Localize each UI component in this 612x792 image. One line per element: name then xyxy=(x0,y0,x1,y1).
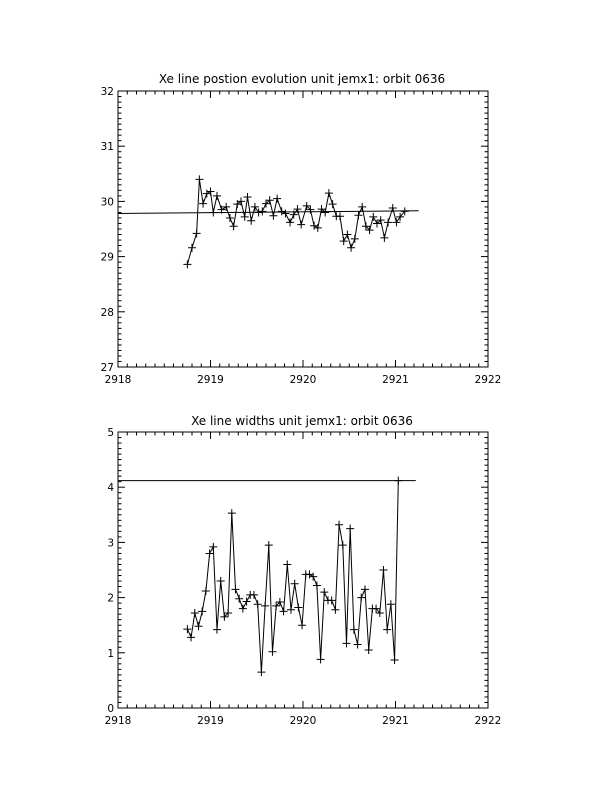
data-point xyxy=(254,600,262,608)
chart-title: Xe line postion evolution unit jemx1: orbit 0636 xyxy=(158,72,446,86)
data-point xyxy=(226,214,234,222)
data-point xyxy=(391,656,399,664)
data-point xyxy=(361,585,369,593)
data-point xyxy=(392,218,400,226)
data-point xyxy=(250,591,258,599)
data-point xyxy=(283,560,291,568)
y-tick-label: 1 xyxy=(107,647,114,660)
data-point xyxy=(357,594,365,602)
data-point xyxy=(278,207,286,215)
data-point xyxy=(203,190,211,198)
data-point xyxy=(379,566,387,574)
data-point xyxy=(358,203,366,211)
data-point xyxy=(183,625,191,633)
x-tick-label: 2918 xyxy=(104,715,132,727)
data-point xyxy=(257,668,265,676)
data-point xyxy=(213,626,221,634)
data-point xyxy=(280,607,288,615)
data-point xyxy=(235,595,243,603)
x-tick-label: 2922 xyxy=(474,715,502,727)
data-point xyxy=(231,585,239,593)
data-point xyxy=(331,606,339,614)
data-point xyxy=(384,218,392,226)
data-point xyxy=(241,213,249,221)
data-point xyxy=(347,244,355,252)
data-point xyxy=(310,222,318,230)
data-point xyxy=(325,189,333,197)
data-point xyxy=(265,541,273,549)
data-point xyxy=(346,525,354,533)
data-point xyxy=(187,633,195,641)
data-point xyxy=(343,231,351,239)
data-point xyxy=(194,622,202,630)
data-point xyxy=(313,581,321,589)
data-point xyxy=(387,600,395,608)
chart-title: Xe line widths unit jemx1: orbit 0636 xyxy=(191,414,413,428)
x-tick-label: 2919 xyxy=(197,715,224,727)
data-point xyxy=(188,244,196,252)
data-point xyxy=(287,606,295,614)
data-point xyxy=(183,260,191,268)
x-tick-label: 2920 xyxy=(289,715,317,727)
data-point xyxy=(281,210,289,218)
data-point xyxy=(247,217,255,225)
data-point xyxy=(305,570,313,578)
data-point xyxy=(251,203,259,211)
data-point xyxy=(191,609,199,617)
data-point xyxy=(268,648,276,656)
y-tick-label: 3 xyxy=(107,537,114,550)
data-point xyxy=(380,234,388,242)
y-tick-label: 30 xyxy=(100,196,114,209)
y-tick-label: 4 xyxy=(107,482,114,495)
y-tick-label: 5 xyxy=(107,427,114,439)
x-tick-label: 2918 xyxy=(104,374,132,386)
y-tick-label: 2 xyxy=(107,592,114,605)
data-point xyxy=(328,596,336,604)
y-tick-label: 32 xyxy=(100,86,114,98)
data-point xyxy=(350,626,358,634)
data-point xyxy=(320,588,328,596)
x-tick-label: 2921 xyxy=(382,715,409,727)
plot-frame xyxy=(118,432,488,708)
data-series-line xyxy=(187,481,398,672)
data-point xyxy=(217,577,225,585)
data-point xyxy=(269,212,277,220)
data-point xyxy=(195,175,203,183)
data-point xyxy=(351,235,359,243)
data-point xyxy=(213,192,221,200)
data-point xyxy=(383,626,391,634)
data-point xyxy=(340,237,348,245)
data-point xyxy=(317,655,325,663)
plot-1 xyxy=(101,86,502,386)
data-point xyxy=(342,639,350,647)
plot-2 xyxy=(105,427,502,727)
data-point xyxy=(198,607,206,615)
data-point xyxy=(273,195,281,203)
data-point xyxy=(298,621,306,629)
y-tick-label: 31 xyxy=(100,141,114,154)
data-point xyxy=(228,509,236,517)
x-tick-label: 2919 xyxy=(197,374,224,386)
data-point xyxy=(297,221,305,229)
data-point xyxy=(294,604,302,612)
data-point xyxy=(354,641,362,649)
data-point xyxy=(329,200,337,208)
data-point xyxy=(365,646,373,654)
data-point xyxy=(309,573,317,581)
data-point xyxy=(258,207,266,215)
data-point xyxy=(291,580,299,588)
y-tick-label: 27 xyxy=(100,362,114,374)
data-point xyxy=(335,521,343,529)
data-point xyxy=(286,218,294,226)
data-point xyxy=(207,187,215,195)
data-point xyxy=(209,543,217,551)
data-point xyxy=(193,229,201,237)
data-point xyxy=(199,200,207,208)
y-tick-label: 29 xyxy=(100,251,114,264)
y-tick-label: 28 xyxy=(100,306,114,319)
x-tick-label: 2920 xyxy=(289,374,317,386)
data-series-line xyxy=(187,179,404,264)
data-point xyxy=(230,222,238,230)
data-point xyxy=(314,224,322,232)
data-point xyxy=(355,211,363,219)
data-point xyxy=(261,602,269,610)
data-point xyxy=(243,597,251,605)
data-point xyxy=(244,193,252,201)
data-point xyxy=(336,212,344,220)
data-point xyxy=(339,541,347,549)
x-tick-label: 2922 xyxy=(474,374,502,386)
data-point xyxy=(202,587,210,595)
x-tick-label: 2921 xyxy=(382,374,409,386)
plot-frame xyxy=(118,91,488,367)
y-tick-label: 0 xyxy=(107,703,114,715)
data-point xyxy=(369,213,377,221)
data-point xyxy=(206,549,214,557)
data-point xyxy=(239,605,247,613)
